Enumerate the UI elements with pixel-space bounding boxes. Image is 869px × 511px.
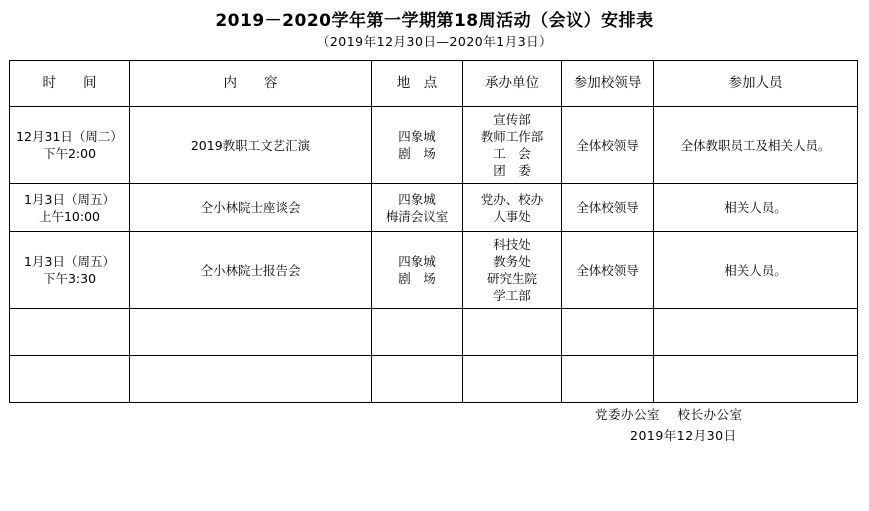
time-date: 1月3日（周五） xyxy=(24,191,115,207)
location-line: 四象城 xyxy=(398,129,436,144)
location-line: 梅清会议室 xyxy=(385,208,449,224)
issue-date: 2019年12月30日 xyxy=(630,428,737,443)
empty-cell xyxy=(463,309,562,356)
time-date: 1月3日（周五） xyxy=(24,254,115,269)
empty-cell xyxy=(10,309,130,356)
empty-cell xyxy=(562,309,654,356)
date-range: （2019年12月30日—2020年1月3日） xyxy=(316,34,553,49)
content-cell: 仝小林院士座谈会 xyxy=(130,184,372,232)
location-line: 剧 场 xyxy=(398,271,436,286)
empty-cell xyxy=(10,356,130,403)
time-clock: 上午10:00 xyxy=(38,208,101,224)
participants-cell: 相关人员。 xyxy=(654,184,858,232)
leaders-cell: 全体校领导 xyxy=(562,184,654,232)
location-line: 四象城 xyxy=(398,191,436,207)
empty-row xyxy=(10,356,858,403)
header-leaders: 参加校领导 xyxy=(562,61,654,107)
page-title: 2019－2020学年第一学期第18周活动（会议）安排表 xyxy=(215,11,654,31)
empty-cell xyxy=(562,356,654,403)
table-row xyxy=(10,107,858,184)
organizer-line: 工 会 xyxy=(493,146,531,161)
empty-cell xyxy=(372,356,463,403)
organizer-line: 宣传部 xyxy=(493,112,531,127)
location-line: 剧 场 xyxy=(398,146,436,161)
header-time: 时 间 xyxy=(10,61,130,107)
empty-cell xyxy=(372,309,463,356)
table-row xyxy=(10,184,858,232)
empty-cell xyxy=(130,309,372,356)
time-cell xyxy=(10,107,130,184)
location-cell xyxy=(372,184,463,232)
organizer-line: 人事处 xyxy=(493,208,531,224)
empty-cell xyxy=(654,356,858,403)
organizer-cell xyxy=(463,107,562,184)
time-clock: 下午2:00 xyxy=(42,146,97,161)
header-content: 内 容 xyxy=(130,61,372,107)
empty-row xyxy=(10,309,858,356)
location-cell xyxy=(372,107,463,184)
organizer-line: 学工部 xyxy=(493,288,531,303)
time-clock: 下午3:30 xyxy=(42,271,97,286)
time-date: 12月31日（周二） xyxy=(16,129,123,144)
organizer-line: 团 委 xyxy=(493,163,531,178)
organizer-cell xyxy=(463,184,562,232)
organizer-line: 研究生院 xyxy=(486,271,537,286)
empty-cell xyxy=(463,356,562,403)
content-cell: 2019教职工文艺汇演 xyxy=(130,107,372,184)
header-participants: 参加人员 xyxy=(654,61,858,107)
participants-cell: 相关人员。 xyxy=(654,232,858,309)
organizer-line: 教务处 xyxy=(493,254,531,269)
organizer-line: 教师工作部 xyxy=(480,129,544,144)
organizer-line: 党办、校办 xyxy=(480,191,544,207)
leaders-cell: 全体校领导 xyxy=(562,107,654,184)
empty-cell xyxy=(654,309,858,356)
participants-cell: 全体教职员工及相关人员。 xyxy=(654,107,858,184)
header-organizer: 承办单位 xyxy=(463,61,562,107)
leaders-cell: 全体校领导 xyxy=(562,232,654,309)
schedule-table xyxy=(9,60,858,403)
issuing-offices: 党委办公室 校长办公室 xyxy=(595,407,743,422)
organizer-line: 科技处 xyxy=(493,237,531,252)
content-cell: 仝小林院士报告会 xyxy=(130,232,372,309)
location-line: 四象城 xyxy=(398,254,436,269)
empty-cell xyxy=(130,356,372,403)
table-row xyxy=(10,232,858,309)
organizer-cell xyxy=(463,232,562,309)
header-row xyxy=(10,61,858,107)
time-cell xyxy=(10,184,130,232)
time-cell xyxy=(10,232,130,309)
location-cell xyxy=(372,232,463,309)
header-location: 地 点 xyxy=(372,61,463,107)
